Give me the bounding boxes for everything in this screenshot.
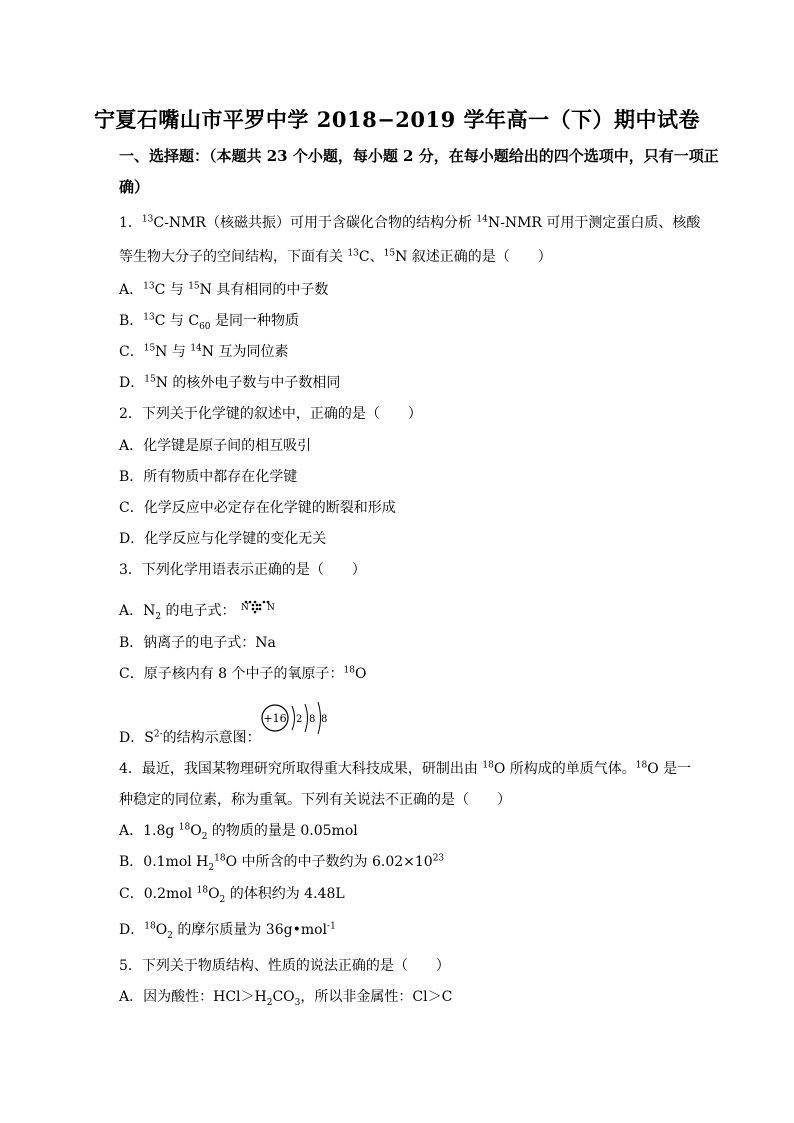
question-1-option-d: D．$^{15}$N 的核外电子数与中子数相同 bbox=[119, 374, 341, 391]
shell-1-count: 2 bbox=[296, 714, 303, 725]
question-4-stem: 4．最近，我国某物理研究所取得重大科技成果，研制出由 $^{18}$O 所构成的单质气体。$^{18}$O 是一 bbox=[119, 760, 692, 777]
question-3-option-d: D．$S^{2-}$的结构示意图： bbox=[119, 729, 261, 746]
question-2-option-d: D．化学反应与化学键的变化无关 bbox=[119, 531, 327, 547]
n2-atom-left: N bbox=[241, 603, 249, 613]
question-1-option-c: C．$^{15}$N 与 $^{14}$N 互为同位素 bbox=[119, 343, 289, 360]
question-5-option-a: A．因为酸性：$HCl>H_2CO_3$，所以非金属性：Cl＞C bbox=[119, 989, 453, 1008]
question-4-option-d: D．$^{18}O_2$ 的摩尔质量为 36g•mol$^{-1}$ bbox=[119, 921, 336, 941]
question-4-stem-cont: 种稳定的同位素，称为重氧。下列有关说法不正确的是（ ） bbox=[119, 792, 511, 808]
question-4-option-c: C．0.2mol $^{18}O_2$ 的体积约为 4.48L bbox=[119, 885, 345, 905]
question-4-option-a: A．1.8g $^{18}O_2$ 的物质的量是 0.05mol bbox=[119, 822, 358, 842]
n2-atom-right: N bbox=[267, 603, 275, 613]
question-1-option-a: A．$^{13}$C 与 $^{15}$N 具有相同的中子数 bbox=[119, 281, 329, 298]
question-1-stem-cont: 等生物大分子的空间结构，下面有关 $^{13}$C、$^{15}$N 叙述正确的是（ ） bbox=[119, 248, 552, 265]
page-title: 宁夏石嘴山市平罗中学 2018−2019 学年高一（下）期中试卷 bbox=[93, 107, 701, 132]
sulfur-ion-structure-diagram bbox=[259, 699, 329, 741]
question-2-option-c: C．化学反应中必定存在化学键的断裂和形成 bbox=[119, 500, 396, 516]
question-1-option-b: B．$^{13}$C 与 $C_{60}$ 是同一种物质 bbox=[119, 312, 299, 332]
shell-3-count: 8 bbox=[321, 714, 328, 725]
question-3-option-a: A．$N_2$ 的电子式： N N bbox=[119, 602, 274, 620]
question-2-option-a: A．化学键是原子间的相互吸引 bbox=[119, 438, 312, 454]
shell-arc-2 bbox=[305, 704, 308, 732]
section-heading: 一、选择题：（本题共 23 个小题，每小题 2 分，在每小题给出的四个选项中，只有一项正 bbox=[119, 147, 719, 165]
question-4-option-b: B．0.1mol $H_2^{18}O$ 中所含的中子数约为 $6.02\times 10^{23}$ bbox=[119, 853, 445, 873]
shell-2-count: 8 bbox=[309, 714, 316, 725]
section-heading-cont: 确） bbox=[119, 178, 150, 196]
question-2-option-b: B．所有物质中都存在化学键 bbox=[119, 469, 298, 485]
n2-electron-dot-formula bbox=[240, 599, 274, 615]
shell-arc-1 bbox=[292, 706, 295, 730]
question-3-stem: 3．下列化学用语表示正确的是（ ） bbox=[119, 562, 366, 578]
question-3-option-c: C．原子核内有 8 个中子的氧原子：$^{18}$O bbox=[119, 665, 367, 682]
question-5-stem: 5．下列关于物质结构、性质的说法正确的是（ ） bbox=[119, 958, 450, 974]
question-1-stem: 1．$^{13}$C-NMR（核磁共振）可用于含碳化合物的结构分析 $^{14}$N-NMR 可用于测定蛋白质、核酸 bbox=[119, 214, 701, 231]
nucleus-charge: +16 bbox=[263, 712, 287, 725]
question-2-stem: 2．下列关于化学键的叙述中，正确的是（ ） bbox=[119, 406, 422, 422]
question-3-option-b: B．钠离子的电子式：Na bbox=[119, 635, 276, 651]
